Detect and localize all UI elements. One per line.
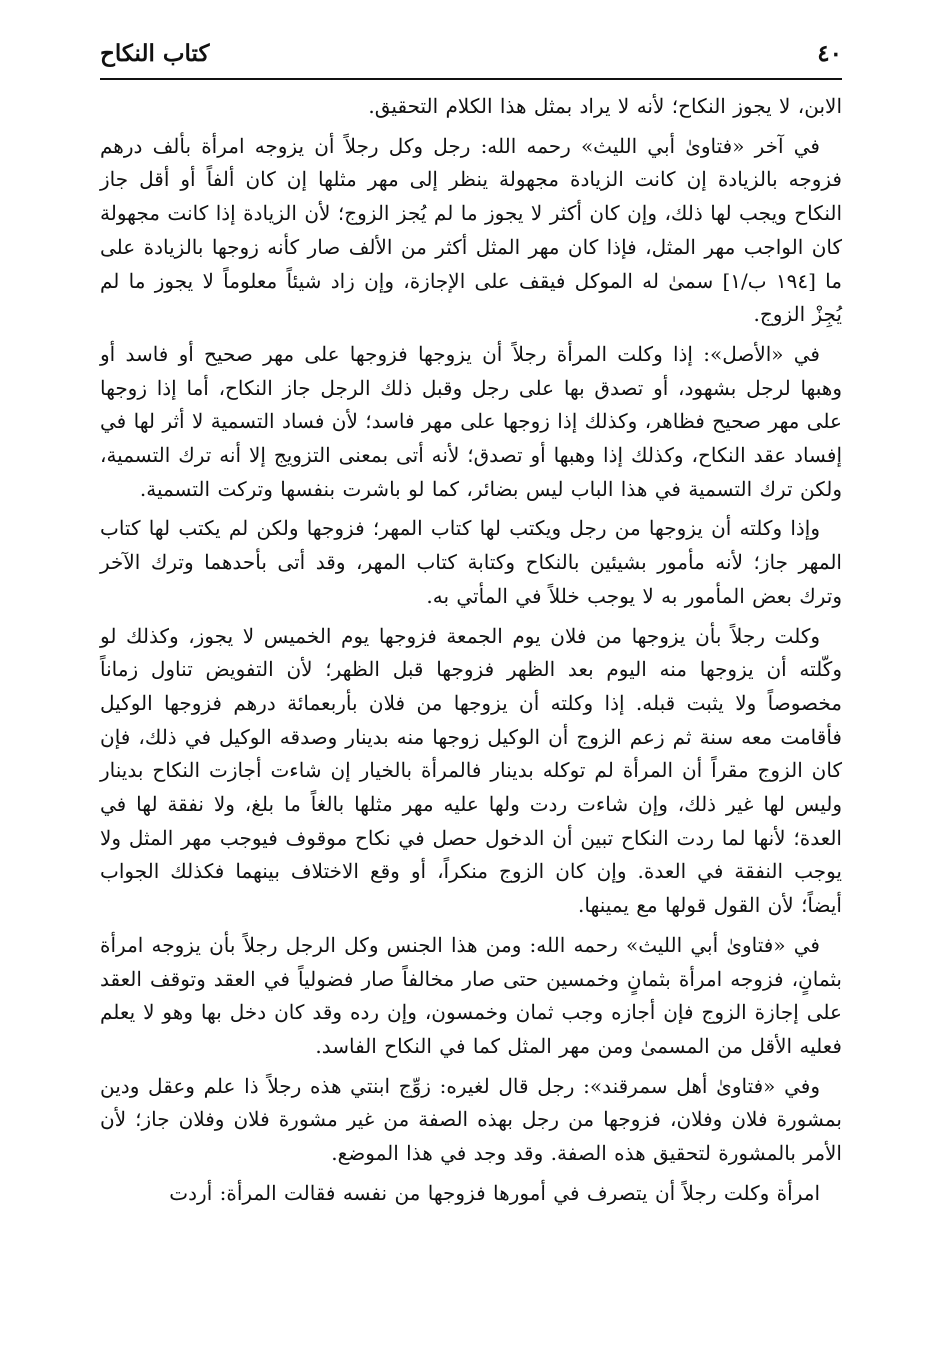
book-page <box>100 36 842 1217</box>
paragraph: في آخر «فتاوىٰ أبي الليث» رحمه الله: رجل وكل رجلاً أن يزوجه امرأة بألف درهم فزوجه بالزيادة إن كانت الزيادة مجهولة ينظر إلى مهر مثلها إن كان ألفاً أو أقل جاز النكاح ويجب لها ذلك، وإن كان أكثر لا يجوز ما لم يُجز الزوج؛ لأن الزيادة إذا كانت مجهولة كان الواجب مهر المثل، فإذا كان مهر المثل أكثر من الألف صار كأنه زوجها بالزيادة على ما [١٩٤ ب/١] سمىٰ له الموكل فيقف على الإجازة، وإن زاد شيئاً معلوماً لا يجوز ما لم يُجِزْ الزوج. <box>100 133 842 327</box>
paragraph: في «فتاوىٰ أبي الليث» رحمه الله: ومن هذا الجنس وكل الرجل رجلاً بأن يزوجه امرأة بثمانٍ، فزوجه امرأة بثمانٍ وخمسين حتى صار مخالفاً صار فضولياً في العقد وتوقف العقد على إجازة الزوج فإن أجازه وجب ثمان وخمسون، وإن رده وقد كان دخل بها وهو لا يعلم فعليه الأقل من المسمىٰ ومن مهر المثل كما في النكاح الفاسد. <box>100 932 842 1058</box>
paragraph: وفي «فتاوىٰ أهل سمرقند»: رجل قال لغيره: زوِّج ابنتي هذه رجلاً ذا علم وعقل ودين بمشورة فلان وفلان، فزوجها من رجل بهذه الصفة من غير مشورة فلان وفلان جاز؛ لأن الأمر بالمشورة لتحقيق هذه الصفة. وقد وجد في هذا الموضع. <box>100 1073 842 1166</box>
paragraph: وكلت رجلاً بأن يزوجها من فلان يوم الجمعة فزوجها يوم الخميس لا يجوز، وكذلك لو وكّلته أن يزوجها منه اليوم بعد الظهر فزوجها قبل الظهر؛ لأن التفويض تناول زماناً مخصوصاً ولا يثبت قبله. إذا وكلته أن يزوجها من فلان بأربعمائة درهم فزوجها الوكيل فأقامت معه سنة ثم زعم الزوج أن الوكيل زوجها منه بدينار وصدقه الوكيل في ذلك، فإن كان الزوج مقراً أن المرأة لم توكله بدينار فالمرأة بالخيار إن شاءت أجازت النكاح بدينار وليس لها غير ذلك، وإن شاءت ردت ولها عليه مهر مثلها بالغاً ما بلغ، ولا نفقة لها في العدة؛ لأنها لما ردت النكاح تبين أن الدخول حصل في نكاح موقوف فيوجب مهر المثل ولا يوجب النفقة في العدة. وإن كان الزوج منكراً، أو وقع الاختلاف بينهما فكذلك الجواب أيضاً؛ لأن القول قولها مع يمينها. <box>100 623 842 918</box>
page-body <box>100 90 842 1211</box>
page-number: ٤٠ <box>817 40 842 67</box>
paragraph: امرأة وكلت رجلاً أن يتصرف في أمورها فزوجها من نفسه فقالت المرأة: أردت <box>169 1180 820 1205</box>
paragraph: وإذا وكلته أن يزوجها من رجل ويكتب لها كتاب المهر؛ فزوجها ولكن لم يكتب لها كتاب المهر جاز؛ لأنه مأمور بشيئين بالنكاح وكتابة كتاب المهر، وقد أتى بأحدهما وترك الآخر وترك بعض المأمور به لا يوجب خللاً في المأتي به. <box>100 516 842 608</box>
running-title: كتاب النكاح <box>100 40 210 67</box>
paragraph: في «الأصل»: إذا وكلت المرأة رجلاً أن يزوجها فزوجها على مهر صحيح أو فاسد أو وهبها لرجل بشهود، أو تصدق بها على رجل وقبل ذلك الرجل جاز النكاح، أما إذا زوجها على مهر صحيح فظاهر، وكذلك إذا زوجها على مهر فاسد؛ لأن فساد التسمية لا أثر لها في إفساد عقد النكاح، وكذلك إذا وهبها أو تصدق؛ لأنه أتى بمعنى التزويج إلا أنه ترك التسمية، ولكن ترك التسمية في هذا الباب ليس بضائر، كما لو باشرت بنفسها وتركت التسمية. <box>100 341 842 501</box>
page-header <box>100 36 842 80</box>
paragraph: الابن، لا يجوز النكاح؛ لأنه لا يراد بمثل هذا الكلام التحقيق. <box>368 94 842 118</box>
